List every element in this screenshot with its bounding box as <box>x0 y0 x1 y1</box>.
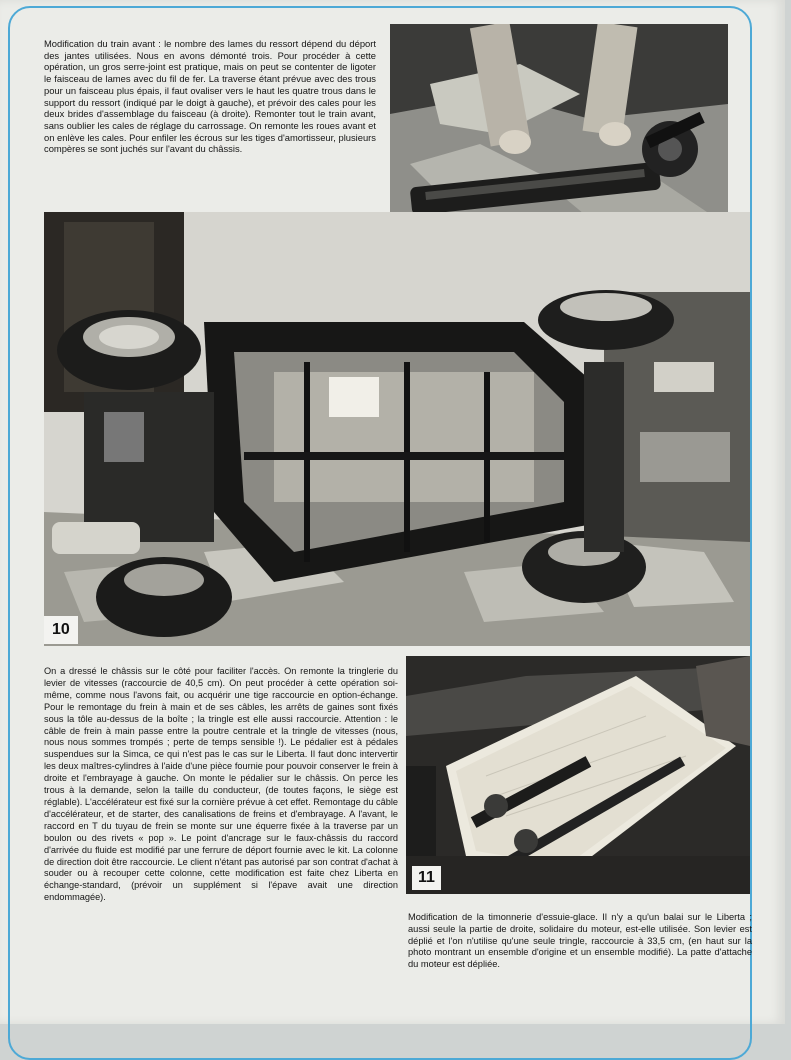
photo-number-11: 11 <box>412 866 441 890</box>
photo-10-chassis <box>44 212 750 646</box>
photo-number-10: 10 <box>44 616 78 644</box>
caption-photo-11: Modification de la timonnerie d'essuie-glace. Il n'y a qu'un balai sur le Liberta ; aussi seule la partie de droite, solidaire du moteur, est-elle utilisée. Son levier est déplié et l'on n'utilise qu'une seule tringle, raccourcie à 33,5 cm, (en haut sur la photo montrant un ensemble d'origine et un ensemble modifié). La patte d'attache du moteur est dépliée. <box>408 912 752 970</box>
caption-photo-9: Modification du train avant : le nombre des lames du ressort dépend du déport des jantes utilisées. Nous en avons démonté trois. Pour procéder à cette opération, un gros serre-joint est pratique, mais on peut se contenter de ligoter le faisceau de lames avec du fil de fer. La traverse étant prévue avec des trous pour un faisceau plus épais, il faut ovaliser vers le haut les quatre trous dans le support du ressort (indiqué par le doigt à gauche), et prévoir des cales pour les deux brides d'assemblage du faisceau (à droite). Remonter tout le train avant, sans oublier les cales de réglage du carrossage. On remonte les roues avant et on enlève les cales. Pour enfiler les écrous sur les tiges d'amortisseur, plusieurs compères se sont juchés sur l'avant du châssis. <box>44 38 376 155</box>
caption-photo-10: On a dressé le châssis sur le côté pour faciliter l'accès. On remonte la tringlerie du levier de vitesses (raccourcie de 40,5 cm). On peut procéder à cette opération soi-même, comme nous l'avons fait, ou acquérir une tige raccourcie en option-échange. Pour le remontage du frein à main et de ses câbles, les arrêts de gaines sont fixés sous la tôle au-dessus de la boîte ; la tringle est elle aussi raccourcie. Attention : le câble de frein à main passe entre la poutre centrale et la tringle de vitesses (nous, nous nous sommes trompés ; perte de temps sensible !). Le pédalier est à pédales suspendues sur la Simca, ce qui n'est pas le cas sur le Liberta. Il faut donc intervertir les deux maîtres-cylindres à l'aide d'une pièce fournie pour pouvoir conserver le frein à droite et l'embrayage à gauche. On monte le pédalier sur le châssis. On perce les trous à la demande, selon la taille du conducteur, (de toutes façons, le siège est réglable). L'accélérateur est fixé sur la cornière prévue à cet effet. Remontage du câble d'accélérateur, et de starter, des canalisations de freins et d'embrayage. A l'avant, le raccord en T du tuyau de frein se monte sur une équerre fixée à la traverse par un boulon ou des rivets « pop ». Le point d'ancrage sur le faux-châssis du raccord d'arrivée du fluide est modifié par une ferrure de déport fournie avec le kit. La colonne de direction doit être raccourcie. Le client n'étant pas autorisé par son contrat d'achat à souder ou à recouper cette colonne, cette modification est faite chez Liberta en échange-standard, (prévoir un supplément si l'épave avait une direction endommagée). <box>44 666 398 903</box>
photo-11-wiper-linkage <box>406 656 750 894</box>
